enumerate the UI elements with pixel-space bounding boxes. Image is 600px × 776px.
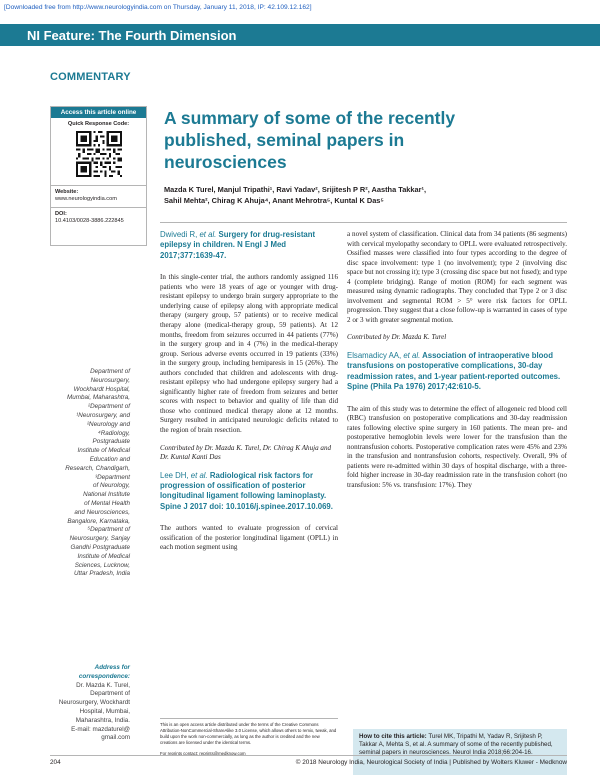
correspondence: [38, 664, 130, 743]
summary-paragraph: The aim of this study was to determine the effect of allogeneic red blood cell (RBC) transfusion on postoperative complications and 30-day readmission rates following elective spine surgery in 160 patients. The mean pre- and postoperative hemoglobin levels were lower for the transfusion than the nontransfusion cohorts. Postoperative complication rates were 45% and 23% in the transfusion and nontransfusion cohorts, respectively. Overall, 9% of patients were re-admitted within 30 days of hospital discharge, with a three-fold higher increase in 30-day readmission rate in the transfusion cohort (no transfusion: 5% vs. transfusion: 17%). They: [347, 404, 567, 490]
affiliations: [38, 368, 130, 579]
affiliation-line: ⁵Department of: [87, 526, 130, 534]
column-left: [160, 230, 338, 561]
affiliation-line: Department of: [90, 368, 130, 375]
summary-paragraph: a novel system of classification. Clinical data from 34 patients (86 segments) with cervical myelopathy secondary to OPLL were evaluated retrospectively. Ossified masses were classified into four types according to the degree of disc space involvement: type 1 (no involvement); type 2 (involving disc space but not crossing it); type 3 (crossing disc space but not fused); and type 4 (complete bridging). Range of motion (ROM) for each segment was measured using dynamic radiographs. They concluded that Type 2 or 3 disc involvement and segmental ROM > 5° were risk factors for OPLL progression. They suggest that a close follow-up is warranted in cases of type 2 or 3 with greater segmental motion.: [347, 230, 567, 324]
summary-paragraph: The authors wanted to evaluate progression of cervical ossification of the posterior longitudinal ligament (OPLL) in each motion segment using: [160, 524, 338, 552]
copyright-line: © 2018 Neurology India, Neurological Society of India | Published by Wolters Kluwer - Medknow: [295, 759, 567, 766]
affiliation-line: ³Department: [95, 473, 130, 481]
reference-heading[interactable]: Lee DH, et al. Radiological risk factors for progression of ossification of posterior longitudinal ligament following laminoplasty. Spine J 2017 doi: 10.1016/j.spinee.2017.10.069.: [160, 470, 333, 511]
feature-banner: [0, 24, 600, 46]
affiliation-line: of Mental Health: [84, 499, 130, 507]
affiliation-line: Institute of Medical: [77, 447, 130, 455]
correspondence-heading: correspondence:: [78, 672, 130, 680]
citation-label: How to cite this article:: [359, 733, 427, 740]
affiliation-line: ⁴Radiology,: [97, 429, 130, 437]
affiliation-line: National Institute: [83, 491, 130, 499]
affiliation-line: and Neurosciences,: [74, 508, 130, 516]
contributor-note: Contributed by Dr. Mazda K. Turel: [347, 333, 447, 342]
affiliation-line: Gandhi Postgraduate: [70, 543, 130, 551]
article-title: A summary of some of the recently published, seminal papers in neurosciences: [164, 108, 456, 172]
reference-heading[interactable]: Elsamadicy AA, et al. Association of intraoperative blood transfusions on postoperative complications, 30-day readmission rates, and 1-year patient-reported outcomes. Spine (Phila Pa 1976) 2017;42:610-5.: [347, 351, 561, 392]
reference-heading[interactable]: Dwivedi R, et al. Surgery for drug-resistant epilepsy in children. N Engl J Med 2017;377:1639-47.: [160, 230, 316, 260]
affiliation-line: Postgraduate: [92, 438, 130, 446]
access-box-heading: Access this article online: [51, 107, 146, 118]
affiliation-line: ²Neurology and: [86, 420, 130, 428]
section-label: COMMENTARY: [50, 71, 131, 83]
license-text: This is an open access article distributed under the terms of the Creative Commons Attribution-NonCommercial-ShareAlike 3.0 License, which allows others to remix, tweak, and build upon the work non-commercially, as long as the author is credited and the new creations are licensed under the identical terms.: [160, 722, 337, 745]
affiliation-line: Bangalore, Karnataka,: [67, 517, 130, 525]
correspondence-line: Department of: [90, 690, 130, 698]
affiliation-line: of Neurology,: [93, 482, 130, 490]
affiliation-line: Mumbai, Maharashtra,: [67, 394, 130, 402]
affiliation-line: Institute of Medical: [77, 552, 130, 560]
author-list: [164, 184, 554, 206]
sidebar-divider: [51, 185, 146, 186]
qr-code-icon[interactable]: [76, 131, 122, 177]
affiliation-line: Neurosurgery,: [90, 376, 130, 384]
author-line: Mazda K Turel, Manjul Tripathi¹, Ravi Yadav², Srijitesh P R², Aastha Takkar¹,: [164, 185, 427, 194]
download-notice[interactable]: [Downloaded free from http://www.neurologyindia.com on Thursday, January 11, 2018, IP: 42.109.12.162]: [4, 4, 312, 11]
correspondence-email[interactable]: gmail.com: [101, 734, 130, 742]
correspondence-line: Maharashtra, India.: [75, 716, 130, 724]
affiliation-line: ²Department of: [88, 403, 130, 411]
correspondence-heading: Address for: [94, 664, 130, 671]
correspondence-line: Dr. Mazda K. Turel,: [76, 681, 130, 689]
affiliation-line: ¹Neurosurgery, and: [76, 411, 130, 419]
license-footnote: [160, 718, 338, 757]
affiliation-line: Wockhardt Hospital,: [73, 385, 130, 393]
qr-label: Quick Response Code:: [67, 121, 130, 127]
affiliation-line: Education and: [89, 455, 130, 463]
access-box: [50, 106, 147, 246]
column-right: [347, 230, 567, 499]
sidebar-divider: [51, 207, 146, 208]
footer-divider: [50, 755, 567, 756]
correspondence-line: Hospital, Mumbai,: [79, 707, 130, 715]
reprints-contact[interactable]: For reprints contact: reprints@medknow.com: [160, 751, 246, 756]
affiliation-line: Research, Chandigarh,: [65, 464, 130, 472]
affiliation-line: Uttar Pradesh, India: [73, 570, 130, 578]
affiliation-line: Sciences, Lucknow,: [74, 561, 130, 569]
affiliation-line: Neurosurgery, Sanjay: [69, 535, 130, 543]
website-link[interactable]: www.neurologyindia.com: [55, 196, 117, 202]
citation-box: [353, 729, 567, 775]
correspondence-line: Neurosurgery, Wockhardt: [58, 699, 130, 707]
website-label: Website:: [55, 189, 79, 195]
contributor-note: Contributed by Dr. Mazda K. Turel, Dr. Chirag K Ahuja and Dr. Kuntal Kanti Das: [160, 443, 332, 462]
author-line: Sahil Mehta², Chirag K Ahuja⁴, Anant Mehrotra⁵, Kuntal K Das⁵: [164, 196, 384, 206]
doi-label: DOI:: [55, 211, 67, 217]
page-number: 204: [50, 759, 61, 766]
citation-text: Turel MK, Tripathi M, Yadav R, Srijitesh P, Takkar A, Mehta S, et al. A summary of some of the recently published, seminal papers in neurosciences. Neurol India 2018;66:204-16.: [359, 733, 553, 757]
doi-value[interactable]: 10.4103/0028-3886.222845: [55, 218, 124, 224]
correspondence-email[interactable]: E-mail: mazdaturel@: [71, 725, 130, 733]
summary-paragraph: In this single-center trial, the authors randomly assigned 116 patients who were 18 years of age or younger with drug-resistant epilepsy to undergo brain surgery appropriate to the underlying cause of epilepsy along with appropriate medical therapy (surgery group, 57 patients) or to receive medical therapy alone (medical-therapy group, 59 patients). At 12 months, freedom from seizures occurred in 44 patients (77%) in the surgery group and in 4 (7%) in the medical-therapy group. Serious adverse events occurred in 19 patients (33%) in the surgery group, including hemiparesis in 15 (26%). The authors concluded that children and adolescents with drug-resistant epilepsy who had undergone epilepsy surgery had a significantly higher rate of freedom from seizures and better scores with respect to behavior and quality of life than did those who continued medical therapy alone at 12 months. Surgery resulted in anticipated neurologic deficits related to the region of brain resection.: [160, 273, 338, 434]
header-divider: [160, 222, 567, 223]
feature-title: NI Feature: The Fourth Dimension: [27, 28, 237, 43]
